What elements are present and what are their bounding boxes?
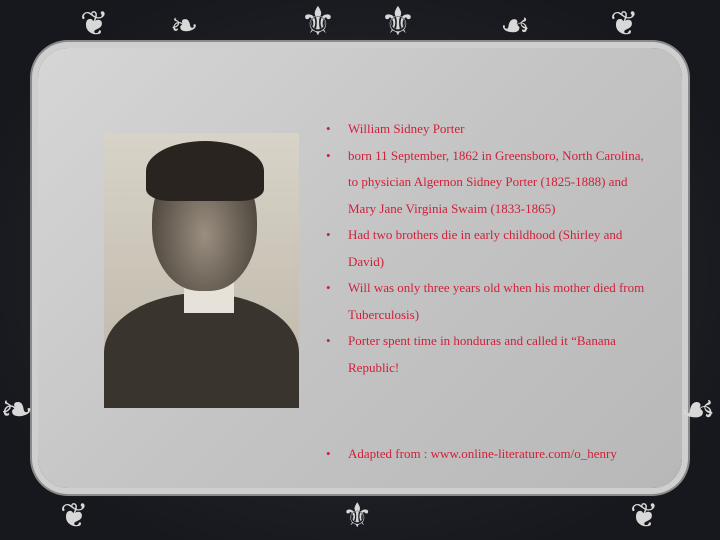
ornament-icon: ☙	[500, 8, 531, 45]
bullet-item: • Porter spent time in honduras and called it “Banana Republic!	[326, 328, 646, 381]
ornament-icon: ⚜	[380, 0, 416, 44]
ornament-icon: ❧	[0, 387, 34, 432]
source-link[interactable]: • Adapted from : www.online-literature.com/o_henry	[326, 441, 646, 468]
portrait-photo	[104, 133, 299, 408]
ornament-icon: ☙	[680, 387, 716, 432]
bullet-item: • born 11 September, 1862 in Greensboro, North Carolina, to physician Algernon Sidney Porter (1825-1888) and Mary Jane Virginia Swaim (1833-1865)	[326, 143, 646, 223]
ornament-icon: ❦	[80, 6, 109, 43]
ornament-icon: ❦	[630, 498, 659, 535]
bullet-item: • William Sidney Porter	[326, 116, 646, 143]
ornament-icon: ❦	[60, 498, 89, 535]
ornament-icon: ⚜	[342, 498, 373, 535]
ornament-icon: ❧	[170, 8, 199, 45]
bullet-item: • Had two brothers die in early childhood (Shirley and David)	[326, 222, 646, 275]
ornament-icon: ⚜	[300, 0, 336, 44]
bullet-list	[326, 116, 646, 468]
ornament-icon: ❦	[610, 6, 639, 43]
bullet-item: • Will was only three years old when his mother died from Tuberculosis)	[326, 275, 646, 328]
